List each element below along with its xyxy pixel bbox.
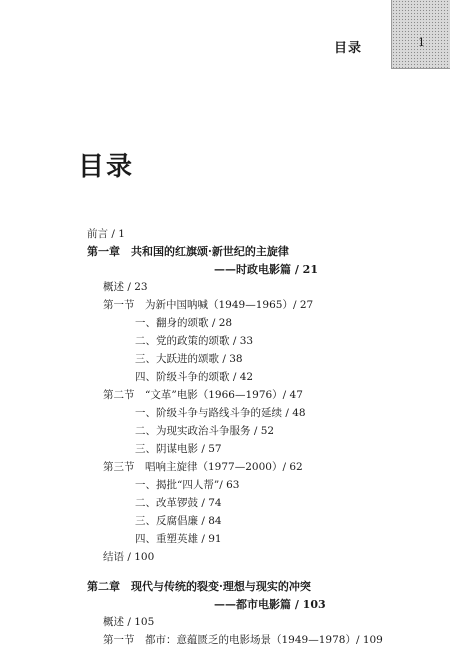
running-header-label: 目录 <box>334 41 363 56</box>
toc-entry[interactable]: 一、翻身的颂歌 / 28 <box>135 317 233 329</box>
toc-entry[interactable]: 结语 / 100 <box>103 551 155 563</box>
toc-entry[interactable]: 三、阴谋电影 / 57 <box>135 443 222 455</box>
toc-chapter-title[interactable]: 第二章 现代与传统的裂变·理想与现实的冲突 <box>87 580 311 593</box>
toc-entry[interactable]: 四、阶级斗争的颂歌 / 42 <box>135 371 254 383</box>
toc-entry[interactable]: 第一节 都市：意蕴匮乏的电影场景（1949—1978）/ 109 <box>103 634 383 646</box>
toc-entry[interactable]: 三、反腐倡廉 / 84 <box>135 515 222 527</box>
toc-entry[interactable]: 第三节 唱响主旋律（1977—2000）/ 62 <box>103 461 303 473</box>
toc-chapter-title[interactable]: 第一章 共和国的红旗颂·新世纪的主旋律 <box>87 245 289 258</box>
toc-entry[interactable]: 二、党的政策的颂歌 / 33 <box>135 335 254 347</box>
page-title: 目录 <box>78 152 135 182</box>
toc-chapter-subtitle[interactable]: ——都市电影篇 / 103 <box>214 598 326 611</box>
toc-entry[interactable]: 二、为现实政治斗争服务 / 52 <box>135 425 275 437</box>
toc-entry[interactable]: 二、改革锣鼓 / 74 <box>135 497 222 509</box>
toc-entry[interactable]: 三、大跃进的颂歌 / 38 <box>135 353 243 365</box>
toc-entry[interactable]: 概述 / 105 <box>103 616 155 628</box>
page-number-box <box>391 0 450 69</box>
toc-entry[interactable]: 前言 / 1 <box>87 228 125 240</box>
toc-entry[interactable]: 概述 / 23 <box>103 281 148 293</box>
toc-entry[interactable]: 一、阶级斗争与路线斗争的延续 / 48 <box>135 407 306 419</box>
toc-entry[interactable]: 四、重塑英雄 / 91 <box>135 533 222 545</box>
toc-chapter-subtitle[interactable]: ——时政电影篇 / 21 <box>214 263 318 276</box>
page-number: 1 <box>418 36 425 49</box>
toc-entry[interactable]: 第二节 “文革”电影（1966—1976）/ 47 <box>103 389 303 401</box>
toc-entry[interactable]: 一、揭批“四人帮”/ 63 <box>135 479 240 491</box>
toc-entry[interactable]: 第一节 为新中国呐喊（1949—1965）/ 27 <box>103 299 314 311</box>
